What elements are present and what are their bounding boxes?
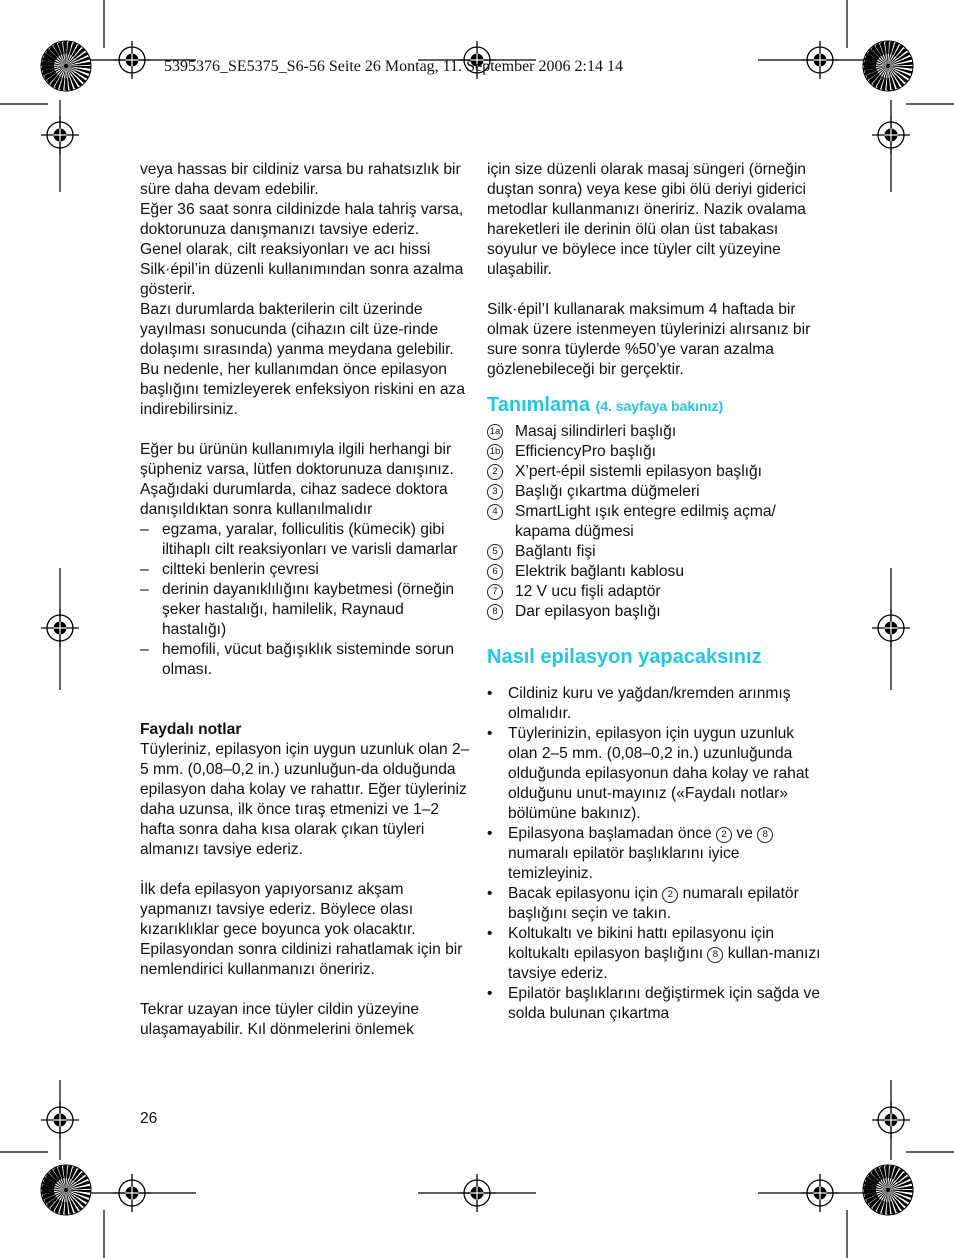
bullet-marker: • [487,685,493,702]
spacer [140,700,472,720]
bullet-marker: • [487,985,493,1002]
spacer [140,860,472,880]
bullet-marker: • [487,925,493,942]
list-item: • Bacak epilasyonu için 2 numaralı epilatör başlığını seçin ve takın. [487,885,799,922]
part-item: 2 X’pert-épil sistemli epilasyon başlığı [487,462,822,482]
page-number: 26 [140,1110,158,1127]
paragraph: Tekrar uzayan ince tüyler cildin yüzeyine ulaşamayabilir. Kıl dönmelerini önlemek [140,1001,420,1038]
circled-number: 2 [487,464,503,480]
parts-list [487,422,822,622]
right-column [487,160,822,1024]
part-item: 5 Bağlantı fişi [487,542,822,562]
list-item: – egzama, yaralar, folliculitis (kümecik) gibi iltihaplı cilt reaksiyonları ve varisli damarlar [140,521,458,558]
circled-number: 3 [487,484,503,500]
part-item: 6 Elektrik bağlantı kablosu [487,562,822,582]
print-slug: 5395376_SE5375_S6-56 Seite 26 Montag, 11. September 2006 2:14 14 [164,58,623,75]
circled-number: 4 [487,504,503,520]
circled-number: 5 [487,544,503,560]
circled-number: 8 [707,947,723,963]
paragraph: Tüyleriniz, epilasyon için uygun uzunluk olan 2–5 mm. (0,08–0,2 in.) uzunluğun-da olduğunda epilasyon daha kolay ve rahattır. Eğer tüyleriniz daha uzunsa, ilk önce tıraş etmenizi ve 1–2 hafta sonra daha kısa olarak çıkan tüyleri almanızı tavsiye ederiz. [140,741,470,858]
dash-marker: – [140,561,149,578]
list-item: • Cildiniz kuru ve yağdan/kremden arınmış olmalıdır. [487,685,791,722]
section-heading-description: Tanımlama (4. sayfaya bakınız) [487,394,724,416]
part-item: 7 12 V ucu fişli adaptör [487,582,822,602]
bullet-marker: • [487,825,493,842]
contraindication-list [140,520,472,680]
section-heading-how-to-epilate: Nasıl epilasyon yapacaksınız [487,646,762,668]
circled-number: 1b [487,444,503,460]
part-item: 1a Masaj silindirleri başlığı [487,422,822,442]
part-item: 3 Başlığı çıkartma düğmeleri [487,482,822,502]
instructions-list [487,684,822,1024]
circled-number: 8 [487,604,503,620]
circled-number: 2 [716,827,732,843]
paragraph: Silk·épil’I kullanarak maksimum 4 haftada bir olmak üzere istenmeyen tüylerinizi alırsanız bir sure sonra tüylerde %50’ye varan azalma gözlenebileceği bir gerçektir. [487,301,811,378]
paragraph: Genel olarak, cilt reaksiyonları ve acı hissi Silk·épil’in düzenli kullanımından sonra azalma gösterir. [140,241,464,298]
dash-marker: – [140,581,149,598]
list-item: – ciltteki benlerin çevresi [140,561,319,578]
part-item: 4 SmartLight ışık entegre edilmiş açma/ kapama düğmesi [487,502,822,542]
bullet-marker: • [487,725,493,742]
list-item: • Epilasyona başlamadan önce 2 ve 8 numaralı epilatör başlıklarını iyice temizleyiniz. [487,824,822,884]
spacer [140,680,472,700]
paragraph: Bazı durumlarda bakterilerin cilt üzerinde yayılması sonucunda (cihazın cilt üze-rinde dolaşımı sırasında) yanma meydana gelebilir. Bu nedenle, her kullanımdan önce epilasyon başlığını temizleyerek enfeksiyon riskini en aza indirebilirsiniz. [140,301,466,418]
circled-number: 1a [487,424,503,440]
paragraph: veya hassas bir cildiniz varsa bu rahatsızlık bir süre daha devam edebilir. [140,161,461,198]
paragraph: İlk defa epilasyon yapıyorsanız akşam yapmanızı tavsiye ederiz. Böylece olası kızarıklıklar gece boyunca yok olacaktır. Epilasyondan sonra cildinizi rahatlamak için bir nemlendirici kullanmanızı öneririz. [140,881,463,978]
bullet-marker: • [487,885,493,902]
list-item: • Koltukaltı ve bikini hattı epilasyonu için koltukaltı epilasyon başlığını 8 kullan-manızı tavsiye ederiz. [487,925,821,982]
notes-heading: Faydalı notlar [140,721,242,738]
spacer [487,280,822,300]
dash-marker: – [140,641,149,658]
list-item: – hemofili, vücut bağışıklık sisteminde sorun olması. [140,641,455,678]
paragraph: için size düzenli olarak masaj süngeri (örneğin duştan sonra) veya kese gibi ölü deriyi giderici metodlar kullanmanızı öneririz. Nazik ovalama hareketleri ile derinin ölü olan üst tabakası soyulur ve böylece ince tüyler cilt yüzeyine ulaşabilir. [487,161,806,278]
list-item: • Epilatör başlıklarını değiştirmek için sağda ve solda bulunan çıkartma [487,985,821,1022]
circled-number: 8 [757,827,773,843]
dash-marker: – [140,521,149,538]
part-item: 8 Dar epilasyon başlığı [487,602,822,622]
paragraph: Eğer 36 saat sonra cildinizde hala tahriş varsa, doktorunuza danışmanızı tavsiye ederiz. [140,201,464,238]
part-item: 1b EfficiencyPro başlığı [487,442,822,462]
list-item: – derinin dayanıklılığını kaybetmesi (örneğin şeker hastalığı, hamilelik, Raynaud hastalığı) [140,581,455,638]
circled-number: 7 [487,584,503,600]
circled-number: 6 [487,564,503,580]
spacer [140,980,472,1000]
spacer [140,420,472,440]
circled-number: 2 [662,887,678,903]
page-reference: (4. sayfaya bakınız) [595,398,724,414]
paragraph: Eğer bu ürünün kullanımıyla ilgili herhangi bir şüpheniz varsa, lütfen doktorunuza danışınız. Aşağıdaki durumlarda, cihaz sadece doktora danışıldıktan sonra kullanılmalıdır [140,441,454,518]
left-column [140,160,472,1040]
list-item: • Tüylerinizin, epilasyon için uygun uzunluk olan 2–5 mm. (0,08–0,2 in.) uzunluğunda olduğunda epilasyonun daha kolay ve rahat olduğunu unut-mayınız («Faydalı notlar» bölümüne bakınız). [487,725,809,822]
